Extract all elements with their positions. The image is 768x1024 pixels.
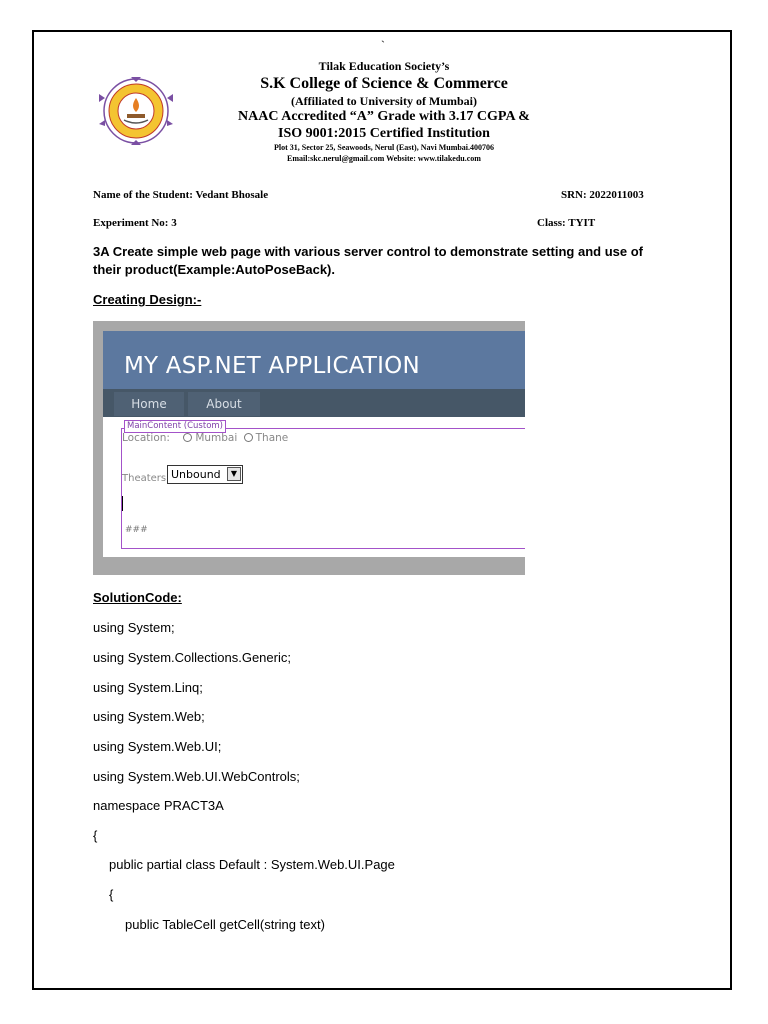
dropdown-value: Unbound <box>171 468 221 481</box>
code-line: using System.Web; <box>93 709 205 724</box>
code-line: using System.Collections.Generic; <box>93 650 291 665</box>
theaters-label: Theaters <box>122 473 167 484</box>
code-line: { <box>93 828 98 843</box>
code-line: using System.Web.UI.WebControls; <box>93 769 300 784</box>
iso-certification: ISO 9001:2015 Certified Institution <box>278 126 490 141</box>
radio-mumbai[interactable] <box>183 433 192 442</box>
radio-thane-label: Thane <box>255 432 289 444</box>
code-line: public partial class Default : System.Web.UI.Page <box>109 857 395 872</box>
radio-thane[interactable] <box>244 433 253 442</box>
code-line: public TableCell getCell(string text) <box>125 917 325 932</box>
nav-home[interactable]: Home <box>114 392 184 416</box>
affiliation: (Affiliated to University of Mumbai) <box>291 94 477 108</box>
accreditation: NAAC Accredited “A” Grade with 3.17 CGPA & <box>238 109 530 124</box>
society-name: Tilak Education Society’s <box>318 59 450 73</box>
location-row <box>122 432 288 444</box>
code-heading: SolutionCode: <box>93 590 182 605</box>
theaters-dropdown[interactable] <box>167 465 243 484</box>
footer-placeholder: ### <box>125 525 148 535</box>
app-header <box>103 331 525 389</box>
nav-about[interactable]: About <box>188 392 260 416</box>
main-content-placeholder <box>121 428 525 549</box>
text-cursor <box>122 496 123 511</box>
code-line: namespace PRACT3A <box>93 798 224 813</box>
stray-mark: ` <box>381 38 385 52</box>
main-content-tag: MainContent (Custom) <box>124 420 226 433</box>
location-label: Location: <box>122 432 170 444</box>
college-contact: Email:skc.nerul@gmail.com Website: www.tilakedu.com <box>287 154 481 163</box>
student-srn: SRN: 2022011003 <box>561 189 644 201</box>
college-name: S.K College of Science & Commerce <box>260 75 508 92</box>
college-address: Plot 31, Sector 25, Seawoods, Nerul (East), Navi Mumbai.400706 <box>273 143 495 152</box>
radio-mumbai-label: Mumbai <box>195 432 238 444</box>
experiment-number: Experiment No: 3 <box>93 217 177 229</box>
design-heading: Creating Design:- <box>93 292 202 307</box>
designer-screenshot <box>93 321 525 575</box>
app-title: MY ASP.NET APPLICATION <box>124 353 420 379</box>
college-logo <box>91 76 181 146</box>
student-class: Class: TYIT <box>537 217 596 229</box>
designer-canvas <box>103 331 525 557</box>
code-line: using System.Linq; <box>93 680 203 695</box>
student-name: Name of the Student: Vedant Bhosale <box>93 189 269 201</box>
code-line: using System.Web.UI; <box>93 739 222 754</box>
app-nav-bar <box>103 389 525 417</box>
code-line: { <box>109 887 114 902</box>
task-description: 3A Create simple web page with various server control to demonstrate setting and use of their product(Example:AutoPoseBack). <box>93 244 643 277</box>
code-line: using System; <box>93 620 175 635</box>
chevron-down-icon[interactable]: ▼ <box>227 467 241 481</box>
